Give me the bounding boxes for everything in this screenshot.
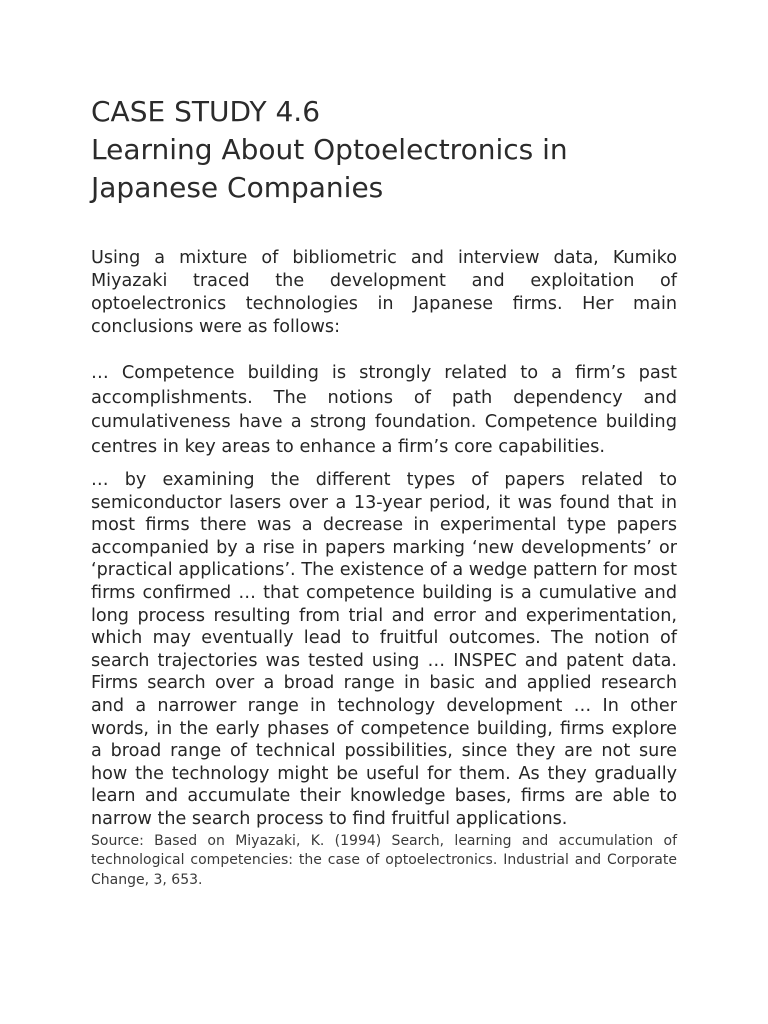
quote-paragraph-1: … Competence building is strongly related to a firm’s past accomplishments. The notions of path dependency and cumulativeness have a strong foundation. Competence building centres in key areas to enhance a firm’s core capabilities.	[91, 362, 677, 457]
case-study-title: Learning About Optoelectronics in Japanese Companies	[91, 133, 568, 204]
case-study-heading	[91, 93, 677, 207]
case-study-number: CASE STUDY 4.6	[91, 95, 321, 128]
document-page	[91, 93, 677, 890]
intro-paragraph: Using a mixture of bibliometric and interview data, Kumiko Miyazaki traced the development and exploitation of optoelectronics technologies in Japanese firms. Her main conclusions were as follows:	[91, 248, 677, 337]
quote-paragraph-2: … by examining the different types of papers related to semiconductor lasers over a 13-year period, it was found that in most firms there was a decrease in experimental type papers accompanied by a rise in papers marking ‘new developments’ or ‘practical applications’. The existence of a wedge pattern for most firms confirmed … that competence building is a cumulative and long process resulting from trial and error and experimentation, which may eventually lead to fruitful outcomes. The notion of search trajectories was tested using … INSPEC and patent data. Firms search over a broad range in basic and applied research and a narrower range in technology development … In other words, in the early phases of competence building, firms explore a broad range of technical possibilities, since they are not sure how the technology might be useful for them. As they gradually learn and accumulate their knowledge bases, firms are able to narrow the search process to find fruitful applications.	[91, 470, 677, 829]
source-citation: Source: Based on Miyazaki, K. (1994) Search, learning and accumulation of technological competencies: the case of optoelectronics. Industrial and Corporate Change, 3, 653.	[91, 832, 677, 888]
